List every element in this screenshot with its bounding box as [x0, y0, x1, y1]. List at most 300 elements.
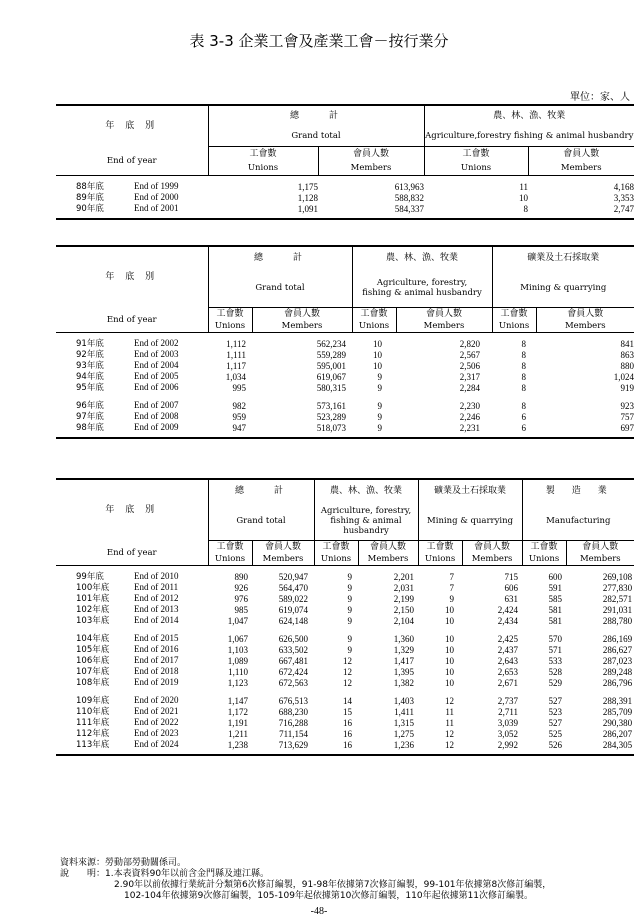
unions-value: 8 — [521, 338, 527, 349]
unions-header-en: Unions — [208, 320, 252, 333]
unions-value: 1,172 — [227, 706, 248, 717]
year-cell — [56, 382, 208, 393]
unions-value: 1,111 — [226, 349, 246, 360]
unions-value: 527 — [548, 717, 563, 728]
members-header-en: Members — [566, 553, 634, 566]
members-value: 2,567 — [459, 349, 481, 360]
year-zh: 90年底 — [76, 204, 104, 214]
note-1: 1.本表資料90年以前含金門縣及連江縣。 — [105, 869, 270, 879]
members-value: 277,830 — [602, 582, 633, 593]
unions-header: 工會數 — [208, 308, 252, 321]
table-row — [56, 644, 634, 655]
members-value: 2,284 — [459, 382, 481, 393]
unions-value: 8 — [521, 371, 527, 382]
year-cell — [56, 666, 208, 677]
table-row — [56, 604, 634, 615]
year-header-zh: 年 底 別 — [105, 272, 159, 283]
table-row — [56, 400, 634, 411]
col-mining-en: Mining & quarrying — [418, 502, 522, 541]
unions-header-en: Unions — [522, 553, 566, 566]
table-row — [56, 615, 634, 626]
members-header-en: Members — [536, 320, 634, 333]
year-en: End of 2012 — [134, 593, 179, 603]
unions-value: 9 — [377, 400, 383, 411]
members-value: 2,246 — [459, 411, 481, 422]
unions-value: 976 — [234, 593, 248, 604]
members-value: 282,571 — [602, 593, 633, 604]
year-zh: 88年底 — [76, 182, 104, 192]
table-row — [56, 655, 634, 666]
members-value: 626,500 — [278, 633, 309, 644]
table-row — [56, 593, 634, 604]
unions-value: 8 — [521, 400, 527, 411]
unions-value: 9 — [377, 371, 383, 382]
members-value: 2,230 — [459, 400, 481, 411]
table-row — [56, 192, 634, 203]
unions-header: 工會數 — [352, 308, 396, 321]
col-grand-total-zh: 總 計 — [208, 105, 424, 126]
col-grand-total-zh: 總 計 — [208, 479, 314, 502]
unions-header-en: Unions — [208, 161, 318, 176]
year-cell — [56, 593, 208, 604]
members-value: 1,236 — [393, 739, 415, 750]
members-value: 2,425 — [497, 633, 519, 644]
members-value: 715 — [504, 571, 519, 582]
unions-value: 9 — [347, 571, 353, 582]
page-number: -48- — [310, 906, 328, 917]
unions-value: 12 — [343, 677, 353, 688]
members-value: 1,417 — [393, 655, 415, 666]
unions-value: 591 — [548, 582, 563, 593]
col-grand-total-en: Grand total — [208, 126, 424, 147]
unions-value: 10 — [373, 349, 383, 360]
unions-value: 15 — [343, 706, 353, 717]
year-zh: 92年底 — [76, 350, 104, 360]
table-row — [56, 695, 634, 706]
members-header-en: Members — [396, 320, 492, 333]
members-value: 580,315 — [316, 382, 347, 393]
col-grand-total-en: Grand total — [208, 502, 314, 541]
col-agriculture-en-1: Agriculture, forestry, — [320, 506, 412, 516]
unions-header-en: Unions — [418, 553, 462, 566]
year-zh: 94年底 — [76, 372, 104, 382]
members-value: 286,169 — [602, 633, 633, 644]
members-value: 2,434 — [497, 615, 519, 626]
members-value: 2,031 — [393, 582, 415, 593]
notes-label: 說 明： — [60, 869, 106, 879]
unions-value: 10 — [445, 666, 455, 677]
year-en: End of 2000 — [134, 192, 179, 202]
unions-value: 9 — [347, 633, 353, 644]
members-value: 667,481 — [278, 655, 309, 666]
members-header-en: Members — [252, 320, 352, 333]
unions-value: 6 — [521, 422, 527, 433]
unions-value: 16 — [343, 717, 353, 728]
unions-value: 8 — [521, 360, 527, 371]
members-value: 2,506 — [459, 360, 481, 371]
unions-header-en: Unions — [352, 320, 396, 333]
col-manufacturing-en: Manufacturing — [522, 502, 634, 541]
members-header-en: Members — [462, 553, 522, 566]
unions-header-en: Unions — [492, 320, 536, 333]
members-value: 757 — [620, 411, 635, 422]
year-cell — [56, 615, 208, 626]
members-header-en: Members — [528, 161, 634, 176]
members-value: 288,391 — [602, 695, 633, 706]
year-header-en: End of year — [106, 314, 157, 325]
members-value: 2,201 — [393, 571, 415, 582]
members-header: 會員人數 — [318, 147, 424, 162]
year-header-zh: 年 底 別 — [105, 121, 159, 132]
unions-value: 16 — [343, 739, 353, 750]
unions-value: 533 — [548, 655, 563, 666]
members-value: 880 — [620, 360, 635, 371]
unions-value: 9 — [449, 593, 455, 604]
unions-value: 7 — [449, 582, 455, 593]
members-value: 606 — [504, 582, 519, 593]
year-cell — [56, 203, 208, 214]
year-cell — [56, 739, 208, 750]
unions-value: 11 — [519, 181, 529, 192]
members-value: 2,711 — [498, 706, 519, 717]
year-zh: 97年底 — [76, 412, 104, 422]
col-grand-total-en: Grand total — [208, 269, 352, 308]
members-value: 3,353 — [613, 192, 635, 203]
year-zh: 108年底 — [76, 678, 110, 688]
year-zh: 91年底 — [76, 339, 104, 349]
unions-value: 9 — [347, 615, 353, 626]
year-en: End of 2019 — [134, 677, 179, 687]
members-value: 285,709 — [602, 706, 633, 717]
members-value: 286,207 — [602, 728, 633, 739]
unions-value: 1,147 — [227, 695, 248, 706]
members-value: 919 — [620, 382, 635, 393]
unions-value: 959 — [232, 411, 246, 422]
table-row — [56, 181, 634, 192]
unions-value: 527 — [548, 695, 563, 706]
col-agriculture-en-2: fishing & animal husbandry — [362, 288, 482, 298]
col-grand-total-zh: 總 計 — [208, 246, 352, 269]
members-header: 會員人數 — [566, 541, 634, 554]
year-cell — [56, 706, 208, 717]
year-cell — [56, 677, 208, 688]
members-value: 1,360 — [393, 633, 415, 644]
members-value: 290,380 — [602, 717, 633, 728]
note-2: 2.90年以前依據行業統計分類第6次修訂編製，91-98年依據第7次修訂編製，99-101年依據第8次修訂編製， — [114, 880, 552, 890]
members-header: 會員人數 — [252, 541, 314, 554]
year-en: End of 1999 — [134, 181, 179, 191]
source-note: 資料來源：勞動部勞動關係司。 — [60, 858, 187, 868]
year-zh: 103年底 — [76, 616, 110, 626]
members-value: 2,104 — [393, 615, 415, 626]
members-header: 會員人數 — [536, 308, 634, 321]
members-header: 會員人數 — [252, 308, 352, 321]
year-en: End of 2020 — [134, 695, 179, 705]
year-en: End of 2008 — [134, 411, 179, 421]
unions-value: 1,103 — [227, 644, 248, 655]
members-value: 1,024 — [613, 371, 635, 382]
year-en: End of 2014 — [134, 615, 179, 625]
unions-value: 1,117 — [226, 360, 246, 371]
members-value: 584,337 — [394, 203, 425, 214]
unions-value: 1,128 — [297, 192, 318, 203]
members-value: 2,992 — [497, 739, 519, 750]
unions-value: 9 — [377, 422, 383, 433]
unions-value: 10 — [445, 655, 455, 666]
table-row — [56, 728, 634, 739]
members-value: 672,424 — [278, 666, 309, 677]
members-header: 會員人數 — [528, 147, 634, 162]
table-row — [56, 706, 634, 717]
unions-value: 995 — [232, 382, 246, 393]
unions-value: 10 — [445, 677, 455, 688]
unions-value: 985 — [234, 604, 248, 615]
table-row — [56, 666, 634, 677]
year-zh: 101年底 — [76, 594, 110, 604]
year-cell — [56, 360, 208, 371]
year-en: End of 2007 — [134, 400, 179, 410]
members-value: 2,424 — [497, 604, 519, 615]
unions-value: 9 — [377, 411, 383, 422]
year-cell — [56, 717, 208, 728]
col-agriculture-en-3: husbandry — [343, 526, 389, 536]
unions-value: 570 — [548, 633, 563, 644]
members-value: 841 — [620, 338, 635, 349]
members-value: 523,289 — [316, 411, 347, 422]
members-value: 2,643 — [497, 655, 519, 666]
year-cell — [56, 728, 208, 739]
members-value: 697 — [620, 422, 635, 433]
members-value: 291,031 — [602, 604, 633, 615]
members-value: 595,001 — [316, 360, 347, 371]
unions-value: 9 — [347, 604, 353, 615]
unions-value: 890 — [234, 571, 248, 582]
unions-value: 9 — [347, 582, 353, 593]
year-en: End of 2010 — [134, 571, 179, 581]
table-bottom-rule — [56, 750, 634, 755]
members-value: 269,108 — [602, 571, 633, 582]
unions-header-en: Unions — [424, 161, 528, 176]
year-en: End of 2021 — [134, 706, 179, 716]
unions-value: 10 — [445, 615, 455, 626]
page-title: 表 3-3 企業工會及產業工會－按行業分 — [189, 32, 449, 50]
table-section-1 — [56, 104, 634, 220]
unions-value: 1,211 — [228, 728, 248, 739]
year-cell — [56, 422, 208, 433]
unions-value: 12 — [445, 695, 455, 706]
unions-header-en: Unions — [208, 553, 252, 566]
table-row — [56, 371, 634, 382]
unions-value: 1,067 — [227, 633, 248, 644]
year-en: End of 2003 — [134, 349, 179, 359]
members-value: 713,629 — [278, 739, 309, 750]
table-row — [56, 717, 634, 728]
unions-value: 9 — [347, 644, 353, 655]
members-value: 287,023 — [602, 655, 633, 666]
year-en: End of 2016 — [134, 644, 179, 654]
members-value: 1,329 — [393, 644, 415, 655]
members-value: 4,168 — [613, 181, 635, 192]
members-header: 會員人數 — [358, 541, 418, 554]
members-value: 2,437 — [497, 644, 519, 655]
unions-value: 1,238 — [227, 739, 248, 750]
year-zh: 96年底 — [76, 401, 104, 411]
members-value: 716,288 — [278, 717, 309, 728]
unions-value: 9 — [347, 593, 353, 604]
year-en: End of 2011 — [134, 582, 179, 592]
table-row — [56, 677, 634, 688]
members-value: 1,315 — [393, 717, 415, 728]
unions-value: 14 — [343, 695, 353, 706]
unions-value: 8 — [521, 382, 527, 393]
table-row — [56, 338, 634, 349]
unions-value: 585 — [548, 593, 563, 604]
table-section-2 — [56, 245, 634, 439]
members-value: 286,627 — [602, 644, 633, 655]
unions-value: 926 — [234, 582, 248, 593]
unions-header-en: Unions — [314, 553, 358, 566]
col-agriculture-en: Agriculture,forestry fishing & animal husbandry — [424, 126, 634, 147]
notes — [60, 858, 551, 902]
year-cell — [56, 644, 208, 655]
unions-header: 工會數 — [522, 541, 566, 554]
year-zh: 89年底 — [76, 193, 104, 203]
members-value: 559,289 — [316, 349, 347, 360]
members-value: 676,513 — [278, 695, 309, 706]
unions-value: 10 — [445, 604, 455, 615]
table-row — [56, 203, 634, 214]
members-value: 631 — [504, 593, 519, 604]
unions-value: 8 — [521, 349, 527, 360]
year-en: End of 2013 — [134, 604, 179, 614]
year-en: End of 2005 — [134, 371, 179, 381]
members-value: 2,747 — [613, 203, 635, 214]
table-row — [56, 411, 634, 422]
members-value: 619,074 — [278, 604, 309, 615]
year-header-zh: 年 底 別 — [105, 505, 159, 516]
members-value: 2,317 — [459, 371, 481, 382]
year-en: End of 2009 — [134, 422, 179, 432]
col-agriculture-en-1: Agriculture, forestry, — [376, 278, 468, 288]
year-cell — [56, 371, 208, 382]
year-cell — [56, 181, 208, 192]
year-cell — [56, 400, 208, 411]
year-cell — [56, 633, 208, 644]
members-value: 624,148 — [278, 615, 309, 626]
members-value: 2,231 — [459, 422, 481, 433]
members-value: 2,820 — [459, 338, 481, 349]
year-en: End of 2006 — [134, 382, 179, 392]
members-value: 613,963 — [394, 181, 425, 192]
unions-header: 工會數 — [492, 308, 536, 321]
table-row — [56, 360, 634, 371]
members-value: 289,248 — [602, 666, 633, 677]
table-row — [56, 739, 634, 750]
col-mining-zh: 礦業及土石採取業 — [418, 479, 522, 502]
members-value: 633,502 — [278, 644, 309, 655]
year-cell — [56, 604, 208, 615]
members-value: 688,230 — [278, 706, 309, 717]
col-mining-en: Mining & quarrying — [492, 269, 634, 308]
members-value: 711,154 — [279, 728, 309, 739]
col-agriculture-en-2: fishing & animal — [330, 516, 402, 526]
unions-value: 1,091 — [297, 203, 318, 214]
table-row — [56, 382, 634, 393]
unions-value: 12 — [343, 655, 353, 666]
unions-value: 581 — [548, 604, 563, 615]
year-en: End of 2024 — [134, 739, 179, 749]
year-en: End of 2023 — [134, 728, 179, 738]
members-value: 588,832 — [394, 192, 425, 203]
unions-value: 982 — [232, 400, 246, 411]
col-manufacturing-zh: 製 造 業 — [522, 479, 634, 502]
unions-value: 12 — [445, 739, 455, 750]
unions-value: 10 — [519, 192, 529, 203]
members-value: 3,039 — [497, 717, 519, 728]
members-value: 1,382 — [393, 677, 415, 688]
year-cell — [56, 411, 208, 422]
unions-value: 1,191 — [227, 717, 248, 728]
year-en: End of 2022 — [134, 717, 179, 727]
unions-value: 1,034 — [225, 371, 246, 382]
year-cell — [56, 655, 208, 666]
year-en: End of 2015 — [134, 633, 179, 643]
unions-value: 11 — [445, 706, 455, 717]
members-value: 562,234 — [316, 338, 347, 349]
unions-value: 7 — [449, 571, 455, 582]
unions-value: 581 — [548, 615, 563, 626]
members-value: 1,275 — [393, 728, 415, 739]
year-cell — [56, 192, 208, 203]
unions-value: 9 — [377, 382, 383, 393]
year-en: End of 2004 — [134, 360, 179, 370]
members-value: 3,052 — [497, 728, 519, 739]
members-value: 589,022 — [278, 593, 309, 604]
spacer-row — [56, 626, 634, 633]
spacer-row — [56, 688, 634, 695]
year-zh: 112年底 — [76, 729, 110, 739]
year-header-en: End of year — [106, 547, 157, 558]
unions-value: 10 — [445, 633, 455, 644]
members-value: 619,067 — [316, 371, 347, 382]
year-zh: 102年底 — [76, 605, 110, 615]
table-row — [56, 349, 634, 360]
year-zh: 107年底 — [76, 667, 110, 677]
unions-value: 10 — [373, 338, 383, 349]
members-value: 2,653 — [497, 666, 519, 677]
unions-value: 525 — [548, 728, 563, 739]
members-value: 284,305 — [602, 739, 633, 750]
year-cell — [56, 338, 208, 349]
members-header-en: Members — [318, 161, 424, 176]
year-zh: 113年底 — [76, 740, 110, 750]
members-value: 1,403 — [393, 695, 415, 706]
unions-value: 1,112 — [226, 338, 246, 349]
unions-header: 工會數 — [418, 541, 462, 554]
year-zh: 109年底 — [76, 696, 110, 706]
year-zh: 95年底 — [76, 383, 104, 393]
unions-value: 6 — [521, 411, 527, 422]
unions-value: 526 — [548, 739, 563, 750]
members-value: 518,073 — [316, 422, 347, 433]
unions-header: 工會數 — [424, 147, 528, 162]
table-row — [56, 582, 634, 593]
year-en: End of 2017 — [134, 655, 179, 665]
year-zh: 98年底 — [76, 423, 104, 433]
unions-value: 10 — [445, 644, 455, 655]
year-en: End of 2018 — [134, 666, 179, 676]
members-value: 2,150 — [393, 604, 415, 615]
